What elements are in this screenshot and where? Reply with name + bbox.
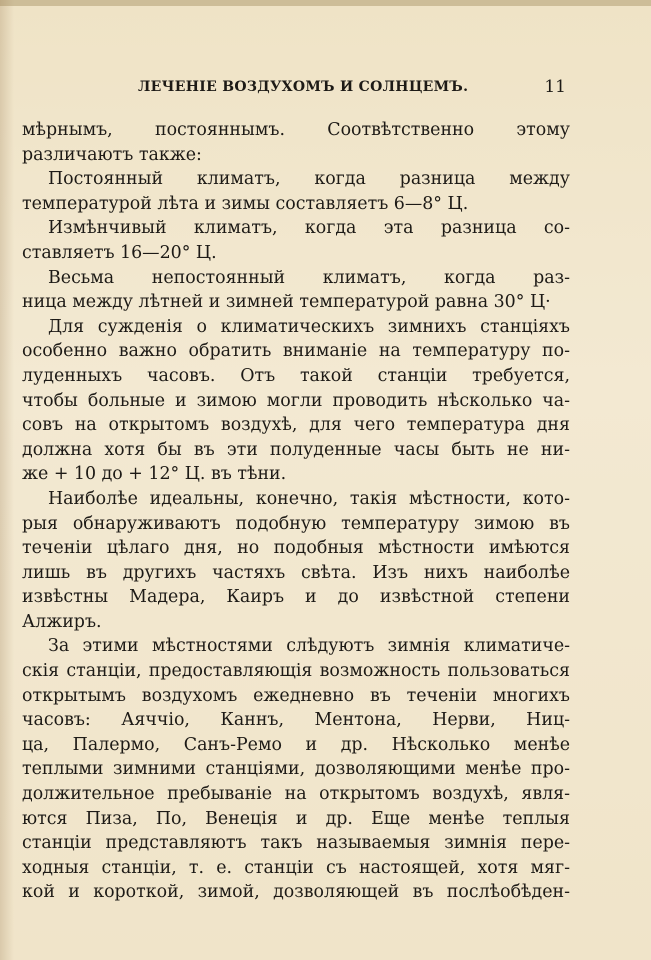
text-line: Весьма непостоянный климатъ, когда раз- [48,267,570,288]
page-header [22,76,570,102]
text-line: ходныя станціи, т. е. станціи съ настоящей, хотя мяг- [22,857,570,878]
text-line: должительное пребываніе на открытомъ воздухѣ, явля- [22,784,570,805]
text-line: чтобы больные и зимою могли проводить нѣсколько ча- [22,390,570,411]
text-line: скія станціи, предоставляющія возможность пользоваться [22,661,570,682]
page-top-edge [0,0,651,6]
text-line: Измѣнчивый климатъ, когда эта разница со- [48,218,570,239]
text-line: луденныхъ часовъ. Отъ такой станціи требуется, [22,365,570,386]
text-line: ца, Палермо, Санъ-Ремо и др. Нѣсколько менѣе [22,734,570,755]
binding-shadow [0,0,14,960]
text-line: ница между лѣтней и зимней температурой равна 30° Ц· [22,292,551,313]
text-line: извѣстны Мадера, Каиръ и до извѣстной степени [22,587,570,608]
text-line: Постоянный климатъ, когда разница между [48,169,570,190]
text-line: открытымъ воздухомъ ежедневно въ теченіи многихъ [22,685,570,706]
text-line: совъ на открытомъ воздухѣ, для чего температура дня [22,415,570,436]
text-line: особенно важно обратить вниманіе на температуру по- [22,341,570,362]
text-line: лишь въ другихъ частяхъ свѣта. Изъ нихъ наиболѣе [22,562,570,583]
text-line: станціи представляютъ такъ называемыя зимнія пере- [22,833,570,854]
text-line: ются Пиза, По, Венеція и др. Еще менѣе теплыя [22,808,570,829]
text-line: теченіи цѣлаго дня, но подобныя мѣстности имѣются [22,538,570,559]
text-line: кой и короткой, зимой, дозволяющей въ послѣобѣден- [22,882,570,903]
body-text [22,118,570,905]
text-line: часовъ: Аяччіо, Каннъ, Ментона, Нерви, Ниц- [22,710,570,731]
text-line: температурой лѣта и зимы составляетъ 6—8° Ц. [22,193,469,214]
text-line: должна хотя бы въ эти полуденные часы быть не ни- [22,439,570,460]
text-line: мѣрнымъ, постояннымъ. Соотвѣтственно этому [22,120,570,140]
text-line: За этими мѣстностями слѣдуютъ зимнія климатиче- [48,636,570,657]
text-line: Наиболѣе идеальны, конечно, такія мѣстности, кото- [48,488,570,509]
text-line: Алжиръ. [22,611,102,632]
text-line: теплыми зимними станціями, дозволяющими менѣе про- [22,759,570,780]
text-line: ставляетъ 16—20° Ц. [22,242,217,263]
text-line: же + 10 до + 12° Ц. въ тѣни. [22,464,287,485]
running-head: ЛЕЧЕНІЕ ВОЗДУХОМЪ И СОЛНЦЕМЪ. [138,79,469,95]
page-number: 11 [544,77,566,97]
text-line: рыя обнаруживаютъ подобную температуру зимою въ [22,513,570,534]
text-line: различаютъ также: [22,144,202,165]
text-line: Для сужденія о климатическихъ зимнихъ станціяхъ [48,316,570,337]
